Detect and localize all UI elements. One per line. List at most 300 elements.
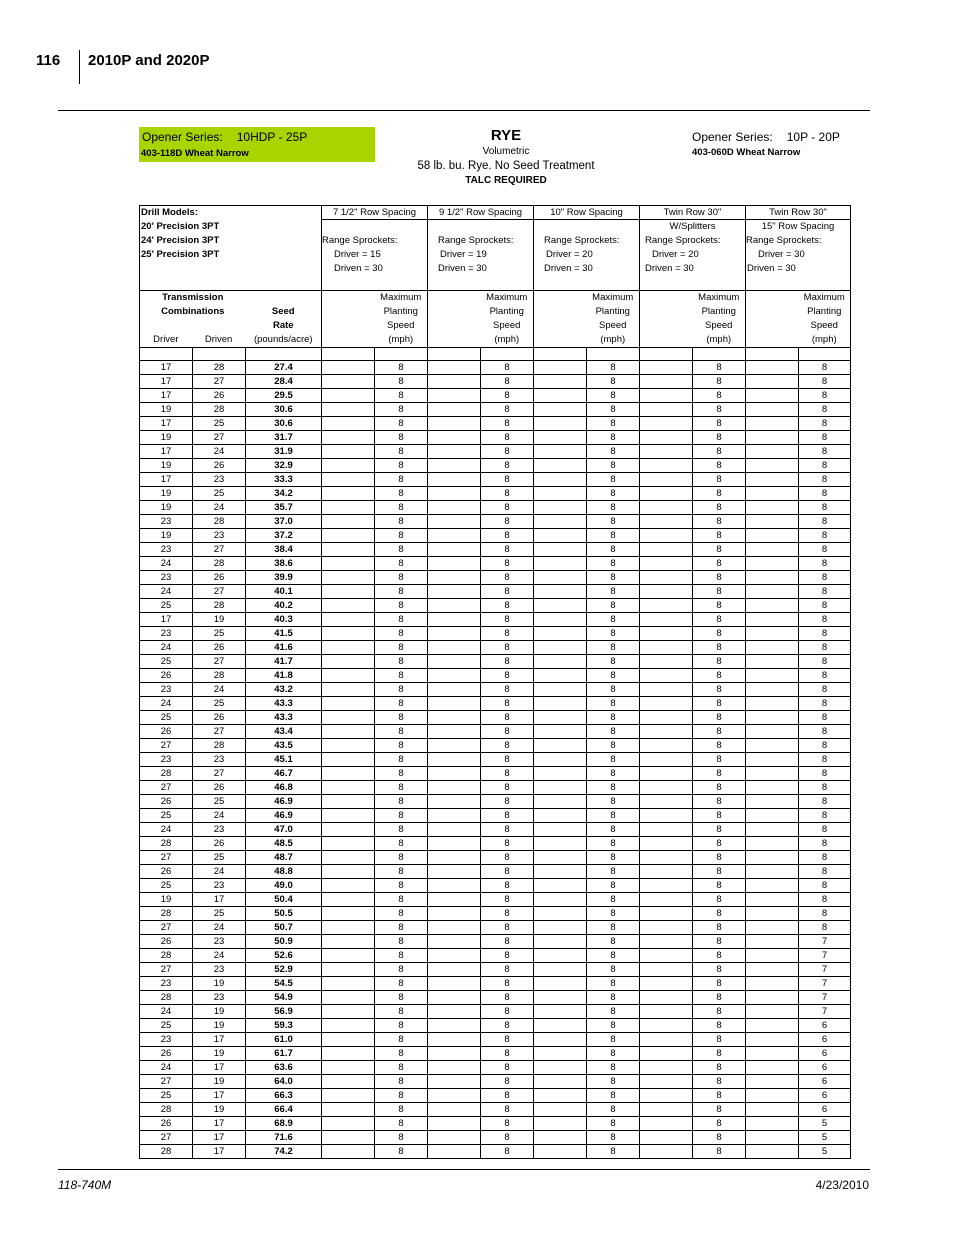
blank-cell	[746, 473, 799, 487]
driven-cell: 27	[193, 375, 246, 389]
max-speed-cell: 8	[587, 837, 640, 851]
blank-cell	[746, 543, 799, 557]
max-speed-cell: 8	[693, 949, 746, 963]
max-speed-cell: 6	[799, 1075, 851, 1089]
blank-cell	[534, 459, 587, 473]
max-speed-cell: 8	[481, 963, 534, 977]
driven-cell: 25	[193, 417, 246, 431]
blank-cell	[640, 1061, 693, 1075]
table-row	[140, 1033, 851, 1047]
seed-rate-cell: 43.4	[246, 725, 322, 739]
spacing-subtitle	[322, 220, 427, 234]
blank-cell	[746, 697, 799, 711]
table-row	[140, 669, 851, 683]
blank-cell	[322, 683, 375, 697]
blank-cell	[640, 935, 693, 949]
max-speed-cell: 8	[799, 613, 851, 627]
blank-cell	[746, 739, 799, 753]
max-speed-cell: 8	[587, 557, 640, 571]
driven-cell: 26	[193, 781, 246, 795]
blank-cell	[534, 515, 587, 529]
blank-cell	[640, 487, 693, 501]
max-speed-cell: 8	[693, 725, 746, 739]
max-speed-cell: 8	[693, 837, 746, 851]
blank-cell	[322, 907, 375, 921]
max-speed-cell: 8	[693, 879, 746, 893]
max-speed-cell: 8	[481, 403, 534, 417]
driven-cell: 23	[193, 753, 246, 767]
seed-rate-cell: 41.5	[246, 627, 322, 641]
driven-cell: 25	[193, 795, 246, 809]
blank-cell	[746, 725, 799, 739]
spacing-sprockets	[640, 220, 746, 291]
max-speed-cell: 6	[799, 1019, 851, 1033]
max-speed-cell: 8	[375, 781, 428, 795]
max-speed-cell: 8	[693, 1019, 746, 1033]
max-speed-cell: 8	[375, 431, 428, 445]
max-speed-cell: 8	[587, 949, 640, 963]
blank-cell	[746, 1005, 799, 1019]
blank-cell	[428, 865, 481, 879]
max-speed-cell: 8	[481, 823, 534, 837]
seed-rate-cell: 54.9	[246, 991, 322, 1005]
max-speed-cell: 8	[587, 977, 640, 991]
blank-cell	[428, 795, 481, 809]
max-speed-cell: 8	[481, 571, 534, 585]
blank-cell	[322, 361, 375, 375]
seed-rate-cell: 33.3	[246, 473, 322, 487]
blank-cell	[746, 795, 799, 809]
driver-cell: 19	[140, 529, 193, 543]
max-speed-cell: 8	[375, 627, 428, 641]
max-speed-cell: 8	[375, 795, 428, 809]
max-speed-cell: 8	[481, 655, 534, 669]
seed-rate-cell: 35.7	[246, 501, 322, 515]
driver-cell: 26	[140, 1117, 193, 1131]
max-speed-cell: 8	[481, 865, 534, 879]
driver-cell: 24	[140, 557, 193, 571]
driven-cell: 24	[193, 445, 246, 459]
driven-cell: 28	[193, 557, 246, 571]
max-speed-cell: 8	[799, 431, 851, 445]
blank-cell	[428, 921, 481, 935]
max-speed-cell: 8	[481, 781, 534, 795]
driven-cell: 27	[193, 543, 246, 557]
spacing-title: 10" Row Spacing	[534, 206, 640, 220]
blank-cell	[640, 795, 693, 809]
spacer-row	[140, 348, 851, 361]
driver-cell: 26	[140, 795, 193, 809]
seed-rate-cell: 66.4	[246, 1103, 322, 1117]
blank-cell	[534, 879, 587, 893]
blank-cell	[640, 893, 693, 907]
max-speed-cell: 8	[799, 753, 851, 767]
blank-cell	[640, 977, 693, 991]
max-speed-cell: 8	[481, 711, 534, 725]
max-speed-cell: 8	[799, 487, 851, 501]
max-speed-cell: 8	[375, 557, 428, 571]
blank-cell	[322, 389, 375, 403]
driven-cell: 26	[193, 711, 246, 725]
max-speed-cell: 8	[693, 501, 746, 515]
max-speed-cell: 8	[693, 781, 746, 795]
seed-rate-cell: 43.3	[246, 711, 322, 725]
speed-label-3: Speed	[599, 320, 627, 331]
driven-cell: 17	[193, 1089, 246, 1103]
blank-cell	[640, 739, 693, 753]
seed-rate-cell: 43.2	[246, 683, 322, 697]
seed-rate-cell: 27.4	[246, 361, 322, 375]
max-speed-cell: 8	[481, 627, 534, 641]
blank-cell	[640, 851, 693, 865]
seed-rate-cell: 47.0	[246, 823, 322, 837]
blank-cell	[640, 1131, 693, 1145]
table-row	[140, 375, 851, 389]
max-speed-cell: 7	[799, 935, 851, 949]
blank-cell	[640, 431, 693, 445]
table-row	[140, 529, 851, 543]
max-speed-cell: 8	[693, 403, 746, 417]
spacing-title: Twin Row 30"	[746, 206, 851, 220]
blank-cell	[534, 991, 587, 1005]
max-speed-cell: 8	[693, 907, 746, 921]
max-speed-cell: 8	[375, 1145, 428, 1159]
max-speed-cell: 8	[375, 935, 428, 949]
blank-cell	[322, 977, 375, 991]
driver-cell: 25	[140, 599, 193, 613]
blank-cell	[746, 599, 799, 613]
seed-rate-cell: 41.8	[246, 669, 322, 683]
max-speed-cell: 8	[587, 739, 640, 753]
driver-cell: 17	[140, 361, 193, 375]
blank-cell	[640, 1117, 693, 1131]
max-speed-cell: 8	[481, 613, 534, 627]
seed-rate-cell: 40.3	[246, 613, 322, 627]
driver-cell: 25	[140, 711, 193, 725]
blank-cell	[640, 641, 693, 655]
max-speed-cell: 8	[375, 1033, 428, 1047]
blank-cell	[428, 879, 481, 893]
table-row	[140, 865, 851, 879]
table-row	[140, 655, 851, 669]
driver-cell: 23	[140, 753, 193, 767]
max-speed-cell: 8	[799, 725, 851, 739]
blank-cell	[640, 837, 693, 851]
blank-cell	[640, 1075, 693, 1089]
driver-cell: 17	[140, 445, 193, 459]
max-speed-cell: 8	[587, 473, 640, 487]
blank-cell	[640, 1089, 693, 1103]
table-row	[140, 1131, 851, 1145]
driven-cell: 24	[193, 683, 246, 697]
driven-cell: 24	[193, 865, 246, 879]
driven-column-header: Driven	[204, 334, 233, 345]
max-speed-cell: 8	[481, 501, 534, 515]
table-row	[140, 949, 851, 963]
max-speed-cell: 8	[693, 753, 746, 767]
driven-cell: 28	[193, 669, 246, 683]
blank-cell	[322, 473, 375, 487]
driven-cell: 19	[193, 1047, 246, 1061]
driver-cell: 25	[140, 1089, 193, 1103]
blank-cell	[534, 669, 587, 683]
max-speed-cell: 8	[481, 375, 534, 389]
header-divider	[79, 50, 80, 84]
max-speed-cell: 8	[587, 669, 640, 683]
max-speed-cell: 7	[799, 963, 851, 977]
blank-cell	[322, 851, 375, 865]
driver-cell: 27	[140, 963, 193, 977]
max-speed-cell: 8	[799, 459, 851, 473]
max-speed-cell: 8	[481, 683, 534, 697]
max-speed-cell: 8	[693, 697, 746, 711]
blank-cell	[534, 431, 587, 445]
spacing-sprockets	[322, 220, 428, 291]
seed-rate-cell: 28.4	[246, 375, 322, 389]
blank-cell	[428, 473, 481, 487]
max-speed-cell: 8	[587, 389, 640, 403]
max-speed-cell: 8	[375, 1103, 428, 1117]
blank-cell	[428, 851, 481, 865]
max-speed-cell: 8	[799, 865, 851, 879]
table-row	[140, 893, 851, 907]
max-speed-cell: 8	[375, 893, 428, 907]
blank-cell	[534, 893, 587, 907]
blank-cell	[322, 459, 375, 473]
seed-rate-cell: 34.2	[246, 487, 322, 501]
blank-cell	[322, 991, 375, 1005]
max-speed-cell: 8	[587, 795, 640, 809]
max-speed-cell: 8	[693, 669, 746, 683]
blank-cell	[534, 1005, 587, 1019]
table-row	[140, 403, 851, 417]
seed-rate-cell: 50.9	[246, 935, 322, 949]
blank-cell	[322, 1103, 375, 1117]
max-speed-cell: 8	[375, 949, 428, 963]
blank-cell	[746, 711, 799, 725]
blank-cell	[534, 1131, 587, 1145]
blank-cell	[534, 683, 587, 697]
blank-cell	[428, 557, 481, 571]
table-row	[140, 837, 851, 851]
blank-cell	[322, 963, 375, 977]
table-row	[140, 809, 851, 823]
blank-cell	[322, 1131, 375, 1145]
blank-cell	[534, 627, 587, 641]
transmission-header	[140, 291, 246, 348]
blank-cell	[534, 417, 587, 431]
driver-cell: 19	[140, 487, 193, 501]
speed-label-2: Planting	[595, 306, 630, 317]
max-speed-cell: 8	[375, 977, 428, 991]
max-speed-cell: 8	[693, 1117, 746, 1131]
driven-cell: 19	[193, 1005, 246, 1019]
max-speed-cell: 8	[693, 459, 746, 473]
max-speed-cell: 8	[587, 683, 640, 697]
blank-cell	[746, 977, 799, 991]
spacing-subtitle	[534, 220, 639, 234]
table-row	[140, 487, 851, 501]
max-speed-cell: 8	[693, 809, 746, 823]
seed-rate-cell: 46.9	[246, 795, 322, 809]
table-row	[140, 543, 851, 557]
blank-cell	[428, 627, 481, 641]
blank-cell	[428, 501, 481, 515]
max-speed-cell: 8	[375, 1089, 428, 1103]
max-speed-cell: 8	[587, 417, 640, 431]
driven-cell: 23	[193, 529, 246, 543]
max-speed-cell: 8	[481, 837, 534, 851]
max-speed-cell: 8	[587, 585, 640, 599]
driven-sprocket: Driven = 30	[334, 263, 383, 274]
max-speed-cell: 8	[375, 655, 428, 669]
driven-cell: 26	[193, 641, 246, 655]
seed-rate-cell: 46.8	[246, 781, 322, 795]
table-row	[140, 473, 851, 487]
blank-cell	[322, 1061, 375, 1075]
blank-cell	[640, 515, 693, 529]
table-row	[140, 1005, 851, 1019]
max-speed-cell: 8	[693, 641, 746, 655]
seed-rate-cell: 37.2	[246, 529, 322, 543]
driven-cell: 23	[193, 935, 246, 949]
blank-cell	[746, 823, 799, 837]
blank-cell	[534, 1117, 587, 1131]
max-speed-cell: 8	[587, 935, 640, 949]
blank-cell	[746, 809, 799, 823]
driver-cell: 25	[140, 879, 193, 893]
blank-cell	[640, 669, 693, 683]
driven-sprocket: Driven = 30	[747, 263, 796, 274]
seed-rate-cell: 54.5	[246, 977, 322, 991]
max-speed-cell: 8	[375, 585, 428, 599]
driver-cell: 19	[140, 459, 193, 473]
blank-cell	[746, 753, 799, 767]
opener-left-line	[142, 130, 307, 144]
blank-cell	[322, 431, 375, 445]
blank-cell	[428, 445, 481, 459]
blank-cell	[428, 543, 481, 557]
max-speed-cell: 8	[693, 893, 746, 907]
max-speed-cell: 8	[481, 1061, 534, 1075]
spacing-subtitle: W/Splitters	[669, 221, 716, 232]
range-sprockets-label: Range Sprockets:	[322, 235, 398, 246]
seed-rate-cell: 43.3	[246, 697, 322, 711]
max-speed-cell: 8	[799, 501, 851, 515]
max-speed-cell: 8	[693, 963, 746, 977]
speed-label-1: Maximum	[380, 292, 422, 303]
speed-label-2: Planting	[489, 306, 524, 317]
blank-cell	[746, 361, 799, 375]
blank-cell	[322, 445, 375, 459]
blank-cell	[428, 431, 481, 445]
blank-cell	[746, 585, 799, 599]
max-speed-cell: 8	[693, 515, 746, 529]
table-row	[140, 991, 851, 1005]
driver-cell: 28	[140, 1145, 193, 1159]
max-speed-cell: 8	[481, 809, 534, 823]
blank-cell	[322, 809, 375, 823]
document-date: 4/23/2010	[815, 1178, 869, 1192]
seed-rate-cell: 49.0	[246, 879, 322, 893]
blank-cell	[322, 893, 375, 907]
blank-cell	[322, 1019, 375, 1033]
driver-cell: 25	[140, 655, 193, 669]
seed-rate-cell: 30.6	[246, 403, 322, 417]
max-speed-cell: 8	[587, 501, 640, 515]
blank-cell	[534, 907, 587, 921]
table-row	[140, 459, 851, 473]
blank-cell	[534, 851, 587, 865]
max-speed-cell: 8	[375, 1131, 428, 1145]
blank-cell	[746, 487, 799, 501]
max-speed-cell: 8	[799, 907, 851, 921]
max-speed-cell: 8	[587, 543, 640, 557]
max-speed-cell: 8	[693, 445, 746, 459]
speed-header	[481, 291, 534, 348]
opener-left-value: 10HDP - 25P	[236, 130, 308, 144]
range-sprockets-label: Range Sprockets:	[544, 235, 620, 246]
blank-cell	[534, 1103, 587, 1117]
driver-cell: 28	[140, 949, 193, 963]
max-speed-cell: 6	[799, 1061, 851, 1075]
table-row	[140, 851, 851, 865]
max-speed-cell: 8	[799, 837, 851, 851]
driven-cell: 25	[193, 851, 246, 865]
max-speed-cell: 8	[587, 1061, 640, 1075]
table-row	[140, 389, 851, 403]
blank-cell	[640, 501, 693, 515]
max-speed-cell: 8	[799, 795, 851, 809]
max-speed-cell: 8	[481, 1005, 534, 1019]
blank-cell	[428, 1103, 481, 1117]
max-speed-cell: 8	[799, 641, 851, 655]
range-sprockets-label: Range Sprockets:	[746, 235, 822, 246]
table-row	[140, 361, 851, 375]
blank-cell	[428, 781, 481, 795]
blank-cell	[746, 907, 799, 921]
blank-cell	[428, 1019, 481, 1033]
blank-cell	[746, 963, 799, 977]
blank-cell	[534, 865, 587, 879]
max-speed-cell: 8	[481, 1103, 534, 1117]
blank-cell	[746, 1033, 799, 1047]
blank-cell	[534, 977, 587, 991]
max-speed-cell: 8	[481, 795, 534, 809]
max-speed-cell: 7	[799, 1005, 851, 1019]
driven-cell: 19	[193, 977, 246, 991]
blank-cell	[746, 1047, 799, 1061]
blank-cell	[322, 795, 375, 809]
seed-rate-cell: 38.4	[246, 543, 322, 557]
max-speed-cell: 8	[693, 739, 746, 753]
max-speed-cell: 8	[693, 1089, 746, 1103]
max-speed-cell: 8	[799, 627, 851, 641]
driver-cell: 27	[140, 1075, 193, 1089]
max-speed-cell: 8	[693, 1005, 746, 1019]
max-speed-cell: 8	[587, 459, 640, 473]
driven-cell: 23	[193, 963, 246, 977]
blank-cell	[746, 991, 799, 1005]
max-speed-cell: 6	[799, 1033, 851, 1047]
max-speed-cell: 5	[799, 1145, 851, 1159]
blank-cell	[428, 599, 481, 613]
blank-cell	[322, 641, 375, 655]
seed-rate-cell: 50.7	[246, 921, 322, 935]
blank-cell	[322, 543, 375, 557]
table-row	[140, 613, 851, 627]
header-rule	[58, 110, 870, 111]
